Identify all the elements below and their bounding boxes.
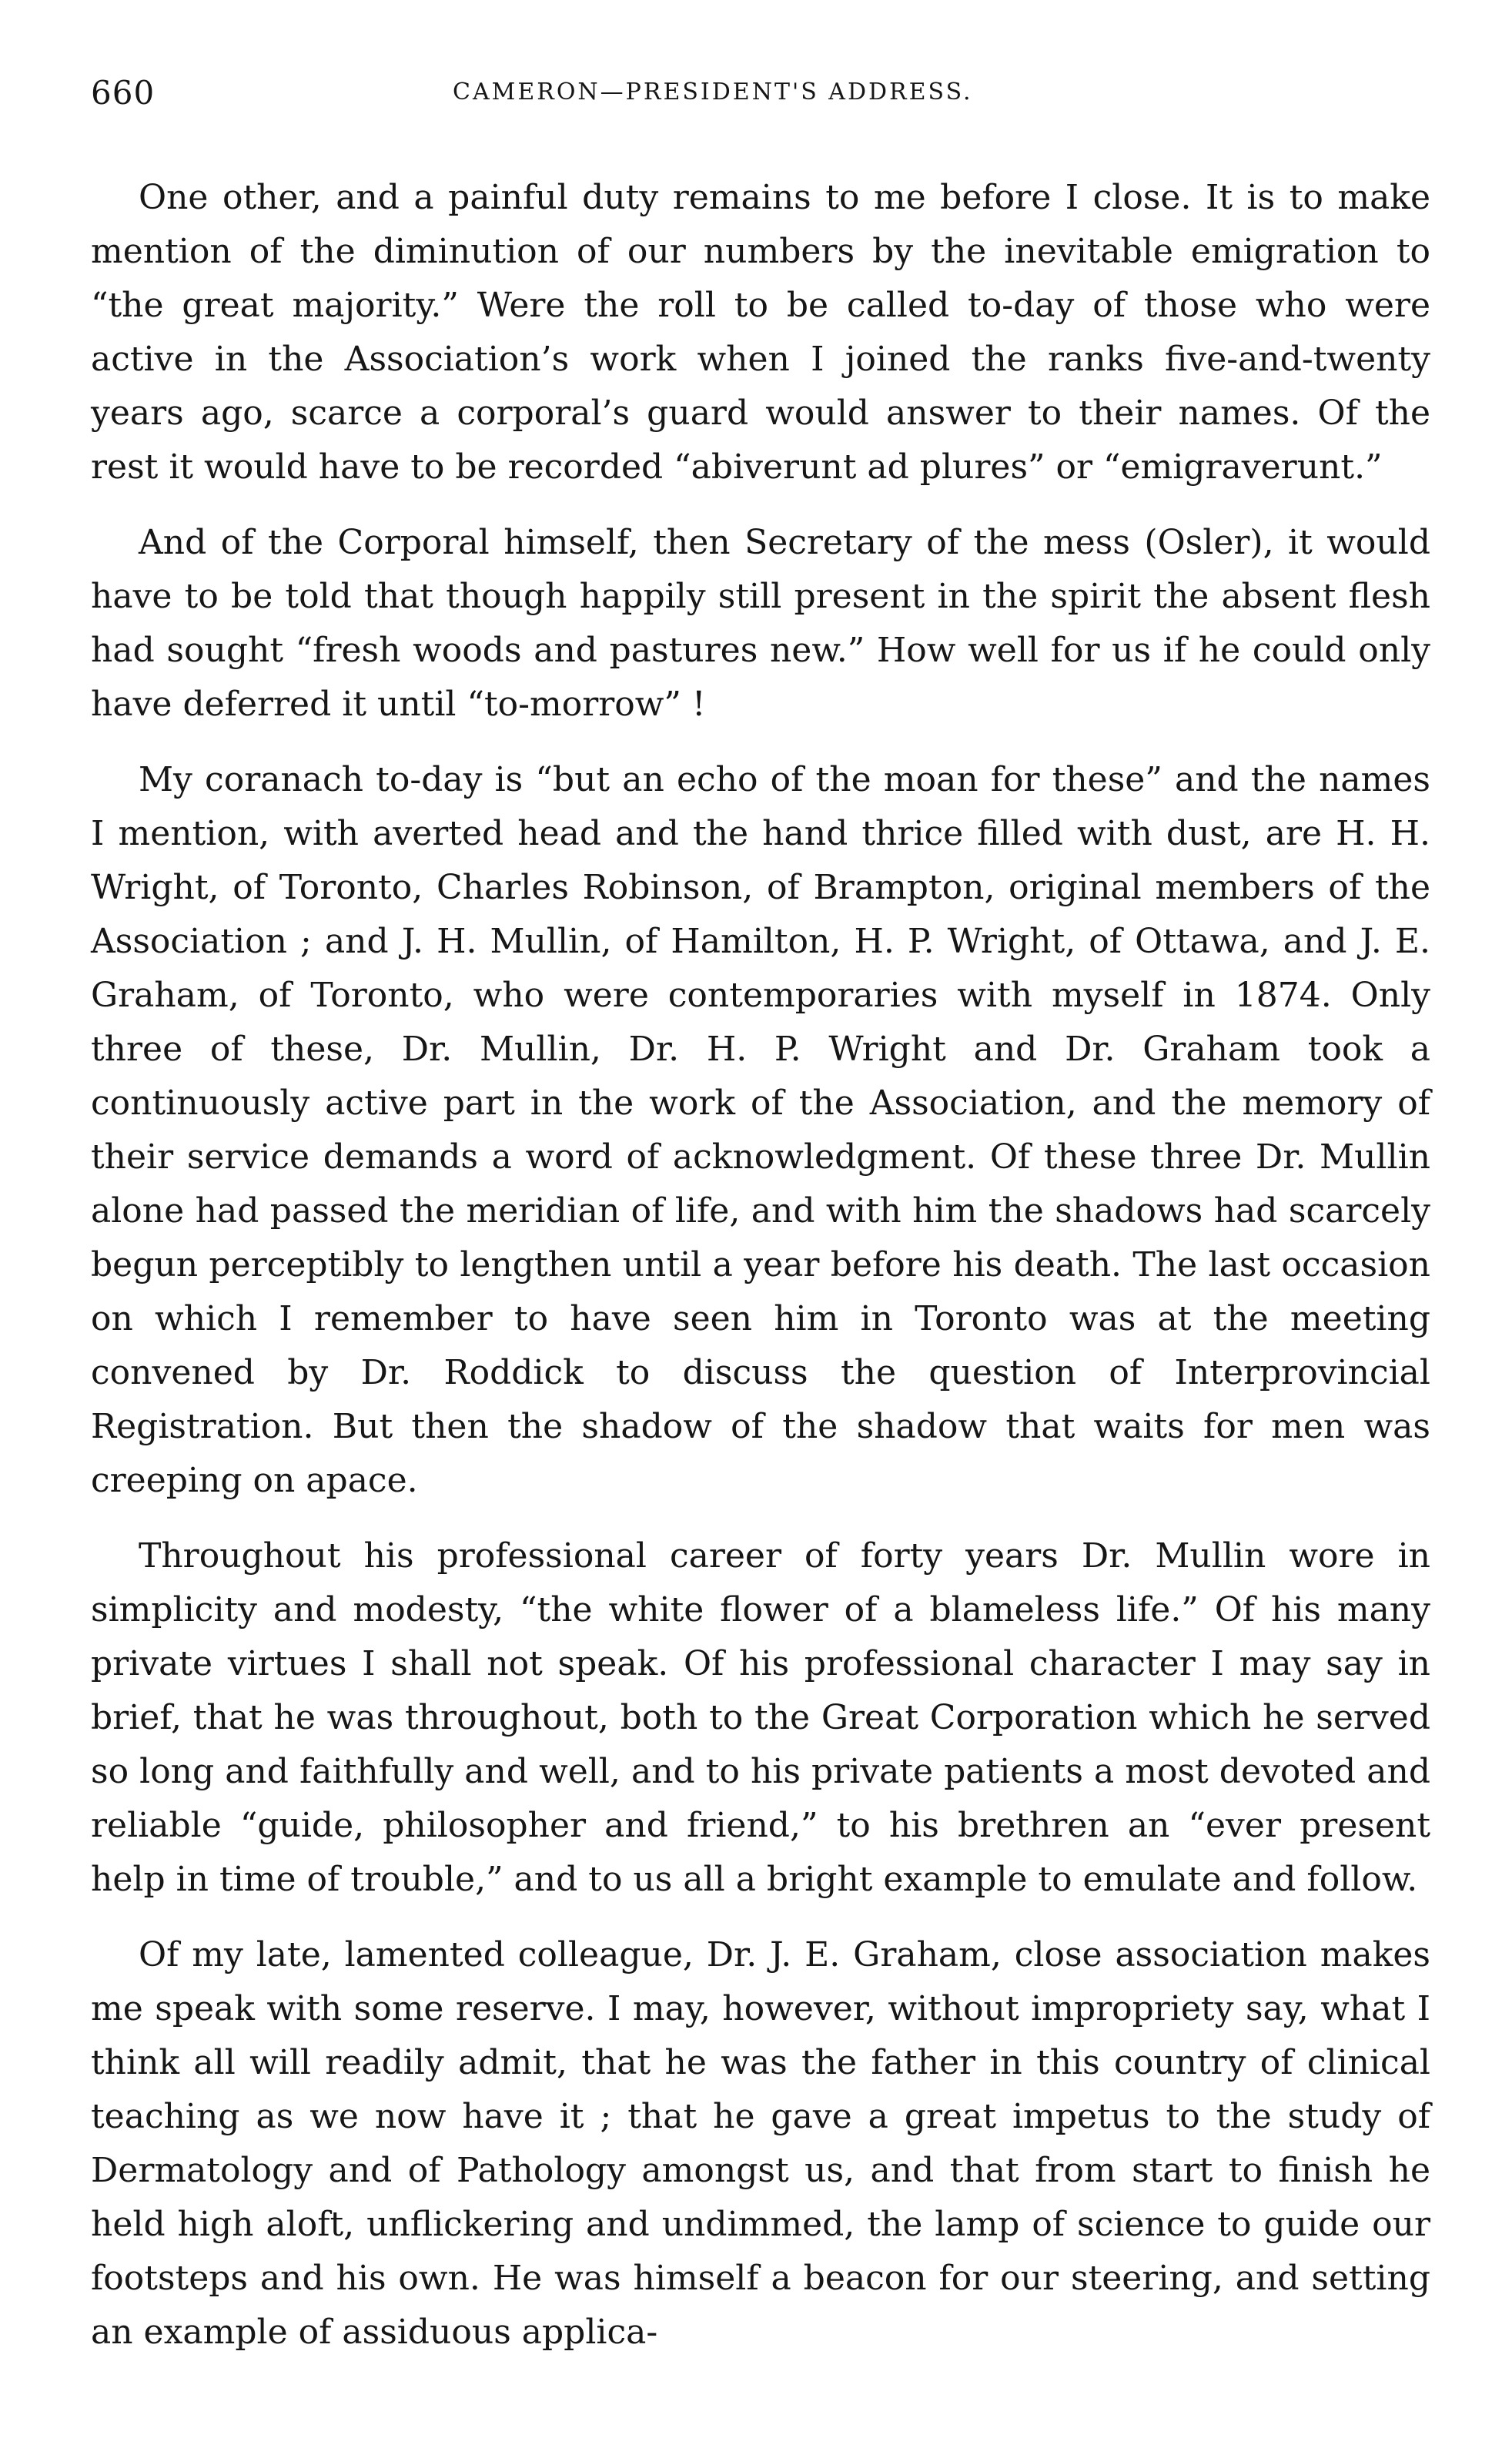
body-text bbox=[91, 171, 1430, 2381]
running-head: CAMERON—PRESIDENT'S ADDRESS. bbox=[453, 79, 973, 106]
page-number: 660 bbox=[91, 74, 156, 112]
paragraph-2: And of the Corporal himself, then Secretary of the mess (Osler), it would have to be told that though happily still present in the spirit the absent flesh had sought “fresh woods and pastures new.” How well for us if he could only have deferred it until “to-morrow” ! bbox=[91, 523, 1430, 724]
page-header bbox=[91, 74, 1430, 120]
paragraph-3: My coranach to-day is “but an echo of the moan for these” and the names I mention, with averted head and the hand thrice filled with dust, are H. H. Wright, of Toronto, Charles Robinson, of Brampton, original members of the Association ; and J. H. Mullin, of Hamilton, H. P. Wright, of Ottawa, and J. E. Graham, of Toronto, who were contemporaries with myself in 1874. Only three of these, Dr. Mullin, Dr. H. P. Wright and Dr. Graham took a continuously active part in the work of the Association, and the memory of their service demands a word of acknowledgment. Of these three Dr. Mullin alone had passed the meridian of life, and with him the shadows had scarcely begun perceptibly to lengthen until a year before his death. The last occasion on which I remember to have seen him in Toronto was at the meeting convened by Dr. Roddick to discuss the question of Interprovincial Registration. But then the shadow of the shadow that waits for men was creeping on apace. bbox=[91, 760, 1430, 1500]
paragraph-1: One other, and a painful duty remains to me before I close. It is to make mention of the diminution of our numbers by the inevitable emigration to “the great majority.” Were the roll to be called to-day of those who were active in the Association’s work when I joined the ranks five-and-twenty years ago, scarce a corporal’s guard would answer to their names. Of the rest it would have to be recorded “abiverunt ad plures” or “emigraverunt.” bbox=[91, 178, 1430, 487]
paragraph-5: Of my late, lamented colleague, Dr. J. E. Graham, close association makes me speak with some reserve. I may, however, without impropriety say, what I think all will readily admit, that he was the father in this country of clinical teaching as we now have it ; that he gave a great impetus to the study of Dermatology and of Pathology amongst us, and that from start to finish he held high aloft, unflickering and undimmed, the lamp of science to guide our footsteps and his own. He was himself a beacon for our steering, and setting an example of assiduous applica- bbox=[91, 1935, 1430, 2352]
paragraph-4: Throughout his professional career of forty years Dr. Mullin wore in simplicity and modesty, “the white flower of a blameless life.” Of his many private virtues I shall not speak. Of his professional character I may say in brief, that he was throughout, both to the Great Corporation which he served so long and faithfully and well, and to his private patients a most devoted and reliable “guide, philosopher and friend,” to his brethren an “ever present help in time of trouble,” and to us all a bright example to emulate and follow. bbox=[91, 1536, 1430, 1899]
